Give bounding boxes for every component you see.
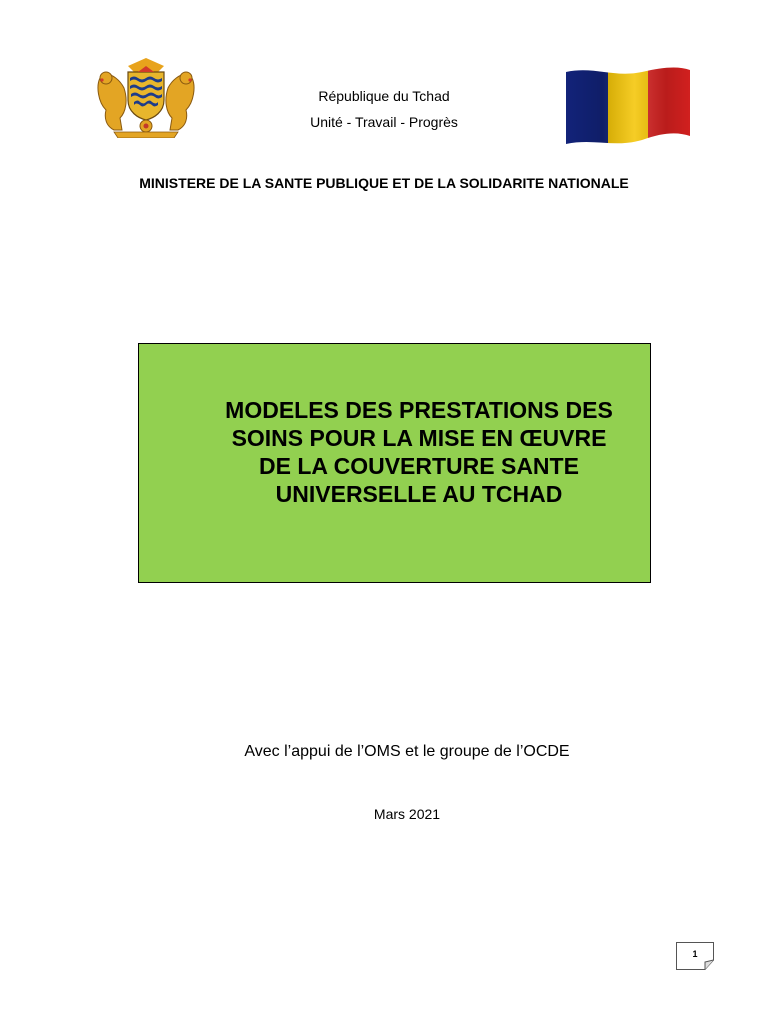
title-box xyxy=(138,343,651,583)
republic-name: République du Tchad xyxy=(318,88,450,104)
coat-of-arms-icon xyxy=(94,56,198,138)
national-motto: Unité - Travail - Progrès xyxy=(310,114,458,130)
document-date: Mars 2021 xyxy=(373,806,441,822)
document-title: MODELES DES PRESTATIONS DES SOINS POUR LA MISE EN ŒUVRE DE LA COUVERTURE SANTE UNIVERSELLE AU TCHAD xyxy=(225,397,613,507)
ministry-name: MINISTERE DE LA SANTE PUBLIQUE ET DE LA SOLIDARITE NATIONALE xyxy=(139,175,629,191)
support-statement: Avec l’appui de l’OMS et le groupe de l’OCDE xyxy=(244,743,570,760)
flag-icon xyxy=(564,66,692,148)
page-number: 1 xyxy=(692,949,698,959)
page-number-box xyxy=(676,942,714,970)
